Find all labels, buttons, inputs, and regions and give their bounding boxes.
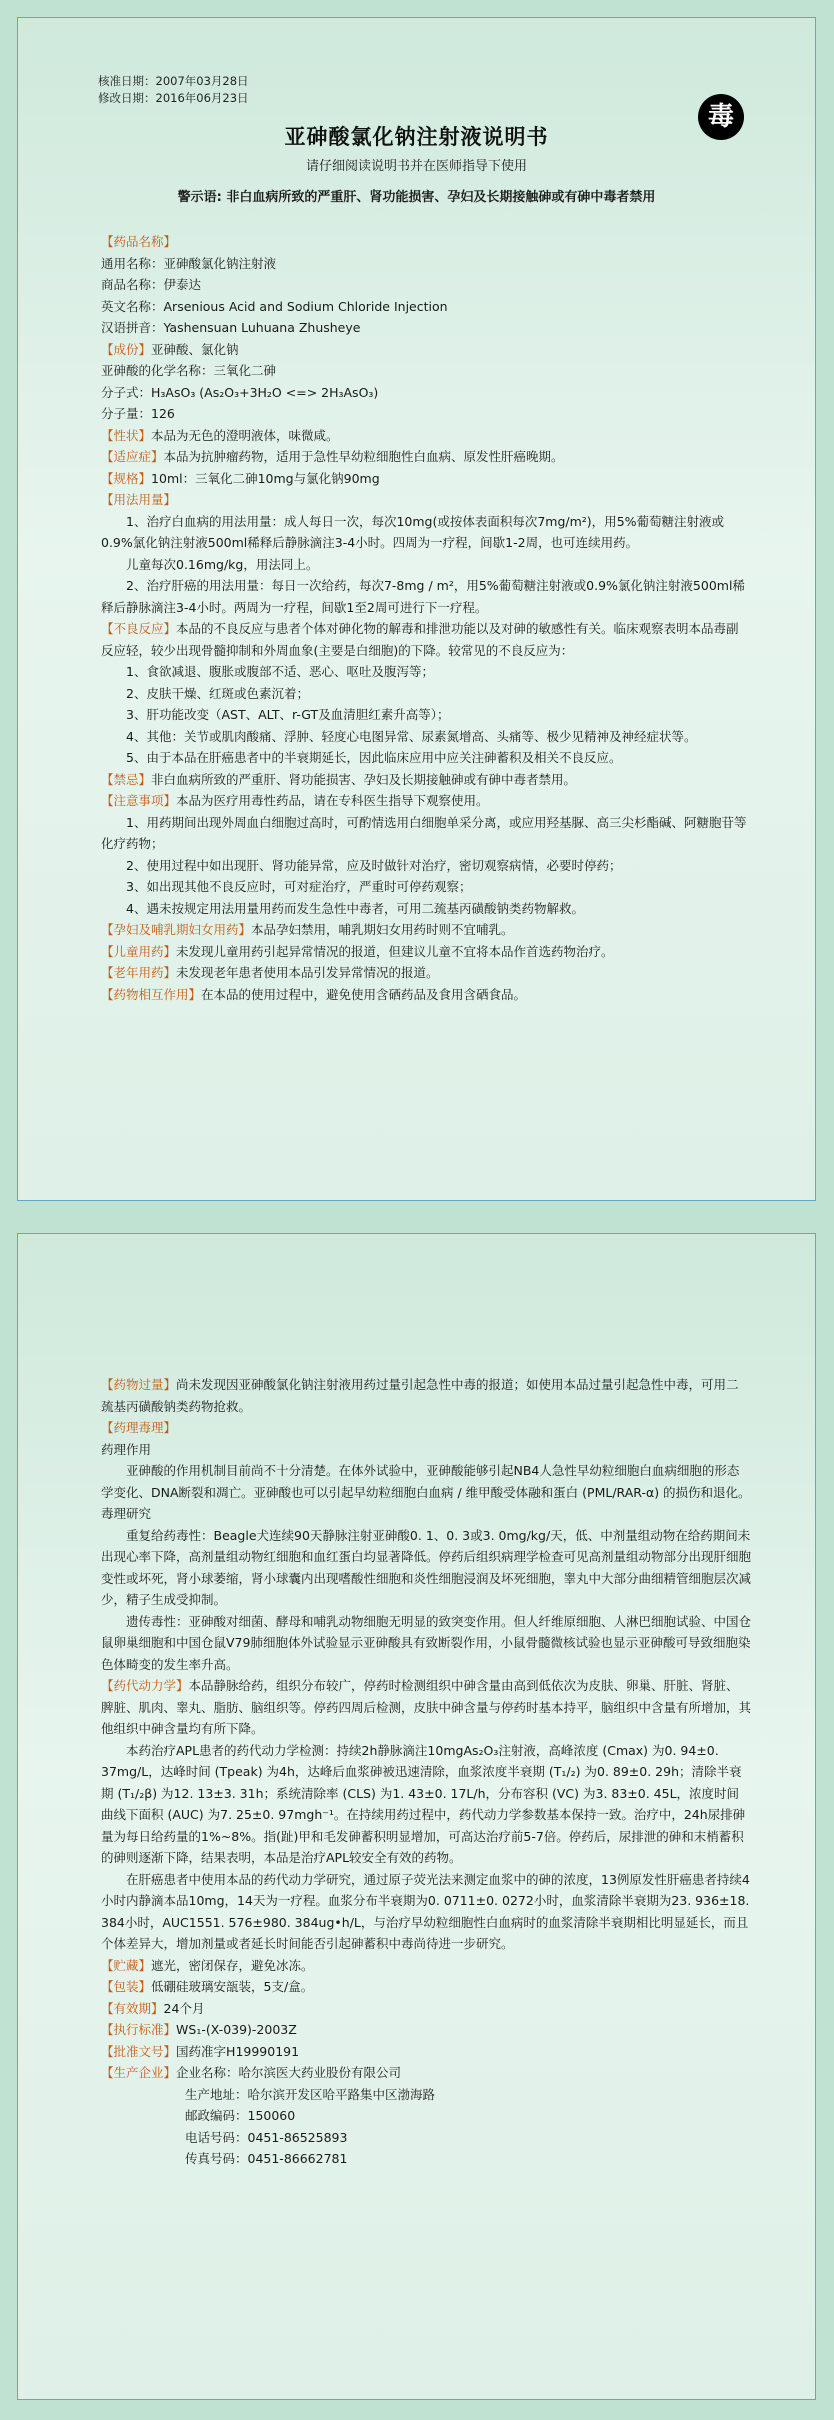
usage-liver-cancer: 2、治疗肝癌的用法用量：每日一次给药，每次7-8mg / m²，用5%葡萄糖注射液或0.9%氯化钠注射液500ml稀释后静脉滴注3-4小时。两周为一疗程，间歇1至2周可进行下一疗程。 — [101, 578, 745, 615]
pharmacology-heading: 药理作用 — [101, 1441, 152, 1457]
adverse-item: 2、皮肤干燥、红斑或色素沉着； — [126, 685, 309, 701]
approve-date: 核准日期：2007年03月28日 — [98, 74, 249, 88]
manufacturer-phone: 电话号码：0451-86525893 — [185, 2129, 348, 2145]
pinyin-name: 汉语拼音：Yashensuan Luhuana Zhusheye — [101, 320, 361, 335]
section-pharmacokinetics: 【药代动力学】本品静脉给药，组织分布较广，停药时检测组织中砷含量由高到低依次为皮肤、卵巢、肝脏、肾脏、脾脏、肌肉、睾丸、脂肪、脑组织等。停药四周后检测，皮肤中砷含量与停药时基本持平，脑组织中含量有所增加，其他组织中砷含量均有所下降。 — [101, 1678, 752, 1736]
section-usage: 【用法用量】 — [101, 492, 177, 507]
toxicology-genetic: 遗传毒性：亚砷酸对细菌、酵母和哺乳动物细胞无明显的致突变作用。但人纤维原细胞、人淋巴细胞试验、中国仓鼠卵巢细胞和中国仓鼠V79肺细胞体外试验显示亚砷酸具有致断裂作用，小鼠骨髓微核试验也显示亚砷酸可导致细胞染色体畸变的发生率升高。 — [101, 1613, 752, 1672]
section-validity: 【有效期】24个月 — [101, 2000, 205, 2016]
section-pregnancy: 【孕妇及哺乳期妇女用药】本品孕妇禁用，哺乳期妇女用药时则不宜哺乳。 — [101, 922, 514, 937]
leaflet-page-2 — [17, 1233, 816, 2400]
toxicology-heading: 毒理研究 — [101, 1506, 152, 1521]
section-indication: 【适应症】本品为抗肿瘤药物，适用于急性早幼粒细胞性白血病、原发性肝癌晚期。 — [101, 449, 564, 464]
manufacturer-fax: 传真号码：0451-86662781 — [185, 2151, 348, 2166]
document-subtitle: 请仔细阅读说明书并在医师指导下使用 — [305, 159, 527, 174]
section-drug-interactions: 【药物相互作用】在本品的使用过程中，避免使用含硒药品及食用含硒食品。 — [101, 986, 527, 1002]
pharmacology-text: 亚砷酸的作用机制目前尚不十分清楚。在体外试验中，亚砷酸能够引起NB4人急性早幼粒细胞白血病细胞的形态学变化、DNA断裂和凋亡。亚砷酸也可以引起早幼粒细胞白血病 / 维甲酸受体融和蛋白 (PML/RAR-α) 的损伤和退化。 — [101, 1463, 751, 1500]
section-pediatric: 【儿童用药】未发现儿童用药引起异常情况的报道，但建议儿童不宜将本品作首选药物治疗。 — [101, 943, 614, 959]
section-precautions: 【注意事项】本品为医疗用毒性药品，请在专科医生指导下观察使用。 — [101, 793, 489, 808]
leaflet-content-2 — [101, 1374, 751, 2170]
poison-icon: 毒 — [698, 94, 744, 140]
molecular-formula: 分子式：H₃AsO₃ (As₂O₃+3H₂O <=> 2H₃AsO₃) — [101, 384, 379, 400]
toxicology-repeat-dose: 重复给药毒性：Beagle犬连续90天静脉注射亚砷酸0. 1、0. 3或3. 0mg/kg/天，低、中剂量组动物在给药期间未出现心率下降，高剂量组动物红细胞和血红蛋白均显著降低。停药后组织病理学检查可见高剂量组动物部分出现肝细胞变性或坏死，肾小球萎缩，肾小球囊内出现嗜酸性细胞和炎性细胞浸润及坏死细胞，睾丸中大部分曲细精管细胞层次减少，精子生成受抑制。 — [101, 1527, 752, 1607]
section-geriatric: 【老年用药】未发现老年患者使用本品引发异常情况的报道。 — [101, 965, 439, 980]
usage-children: 儿童每次0.16mg/kg，用法同上。 — [126, 556, 319, 572]
leaflet-page-1 — [17, 17, 816, 1201]
section-standard: 【执行标准】WS₁-(X-039)-2003Z — [101, 2022, 297, 2037]
english-name: 英文名称：Arsenious Acid and Sodium Chloride Injection — [101, 298, 448, 314]
modify-date: 修改日期：2016年06月23日 — [98, 91, 249, 105]
adverse-item: 4、其他：关节或肌肉酸痛、浮肿、轻度心电图异常、尿素氮增高、头痛等、极少见精神及神经症状等。 — [126, 728, 697, 744]
section-specification: 【规格】10ml：三氧化二砷10mg与氯化钠90mg — [101, 470, 380, 486]
section-adverse-reactions: 【不良反应】本品的不良反应与患者个体对砷化物的解毒和排泄功能以及对砷的敏感性有关。临床观察表明本品毒副反应轻，较少出现骨髓抑制和外周血象(主要是白细胞)的下降。较常见的不良反应为： — [101, 621, 739, 658]
section-storage: 【贮藏】遮光，密闭保存，避免冰冻。 — [101, 1957, 314, 1973]
section-contraindications: 【禁忌】非白血病所致的严重肝、肾功能损害、孕妇及长期接触砷或有砷中毒者禁用。 — [101, 771, 577, 787]
section-pharmacology: 【药理毒理】 — [101, 1420, 177, 1435]
adverse-item: 3、肝功能改变（AST、ALT、r-GT及血清胆红素升高等）； — [126, 707, 450, 722]
usage-leukemia: 1、治疗白血病的用法用量：成人每日一次，每次10mg(或按体表面积每次7mg/m²)，用5%葡萄糖注射液或0.9%氯化钠注射液500ml稀释后静脉滴注3-4小时。四周为一疗程，间歇1-2周，也可连续用药。 — [101, 513, 725, 550]
adverse-item: 1、食欲减退、腹胀或腹部不适、恶心、呕吐及腹泻等； — [126, 664, 434, 679]
chemical-name: 亚砷酸的化学名称：三氧化二砷 — [101, 363, 277, 378]
section-ingredients: 【成份】亚砷酸、氯化钠 — [101, 341, 239, 357]
precaution-item: 4、遇未按规定用法用量用药而发生急性中毒者，可用二巯基丙磺酸钠类药物解救。 — [126, 900, 584, 916]
leaflet-content-1 — [101, 231, 751, 1005]
section-manufacturer: 【生产企业】企业名称：哈尔滨医大药业股份有限公司 — [101, 2065, 402, 2080]
generic-name: 通用名称：亚砷酸氯化钠注射液 — [101, 255, 277, 271]
manufacturer-address: 生产地址：哈尔滨开发区哈平路集中区渤海路 — [185, 2086, 436, 2102]
section-package: 【包装】低硼硅玻璃安瓿装，5支/盒。 — [101, 1979, 314, 1994]
document-title: 亚砷酸氯化钠注射液说明书 — [284, 125, 549, 149]
section-overdose: 【药物过量】尚未发现因亚砷酸氯化钠注射液用药过量引起急性中毒的报道；如使用本品过量引起急性中毒，可用二巯基丙磺酸钠类药物抢救。 — [101, 1377, 739, 1414]
trade-name: 商品名称：伊泰达 — [101, 277, 202, 292]
adverse-item: 5、由于本品在肝癌患者中的半衰期延长，因此临床应用中应关注砷蓄积及相关不良反应。 — [126, 750, 622, 765]
warning-statement: 警示语: 非白血病所致的严重肝、肾功能损害、孕妇及长期接触砷或有砷中毒者禁用 — [177, 190, 656, 205]
molecular-weight: 分子量：126 — [101, 406, 175, 421]
precaution-item: 3、如出现其他不良反应时，可对症治疗，严重时可停药观察； — [126, 879, 472, 894]
manufacturer-zip: 邮政编码：150060 — [185, 2108, 296, 2123]
precaution-item: 1、用药期间出现外周血白细胞过高时，可酌情选用白细胞单采分离，或应用羟基脲、高三尖杉酯碱、阿糖胞苷等化疗药物； — [101, 814, 747, 851]
section-approval-number: 【批准文号】国药准字H19990191 — [101, 2043, 300, 2059]
section-drug-name: 【药品名称】 — [101, 234, 177, 249]
pharmacokinetics-liver-cancer: 在肝癌患者中使用本品的药代动力学研究，通过原子荧光法来测定血浆中的砷的浓度，13例原发性肝癌患者持续4小时内静滴本品10mg，14天为一疗程。血浆分布半衰期为0. 0711±0. 0272小时，血浆清除半衰期为23. 936±18. 384小时，AUC1551. 576±980. 384ug•h/L，与治疗早幼粒细胞性白血病时的血浆清除半衰期相比明显延长，而且个体差异大，增加剂量或者延长时间能否引起砷蓄积中毒尚待进一步研究。 — [101, 1871, 750, 1951]
precaution-item: 2、使用过程中如出现肝、肾功能异常，应及时做针对治疗，密切观察病情，必要时停药； — [126, 857, 622, 873]
pharmacokinetics-apl: 本药治疗APL患者的药代动力学检测：持续2h静脉滴注10mgAs₂O₃注射液，高峰浓度 (Cmax) 为0. 94±0. 37mg/L，达峰时间 (Tpeak) 为4h，达峰后血浆砷被迅速清除，血浆浓度半衰期 (T₁/₂) 为0. 89±0. 29h；清除半衰期 (T₁/₂β) 为12. 13±3. 31h；系统清除率 (CLS) 为1. 43±0. 17L/h，分布容积 (VC) 为3. 83±0. 45L，浓度时间曲线下面积 (AUC) 为7. 25±0. 97mgh⁻¹。在持续用药过程中，药代动力学参数基本保持一致。治疗中，24h尿排砷量为每日给药量的1%~8%。指(趾)甲和毛发砷蓄积明显增加，可高达治疗前5-7倍。停药后，尿排泄的砷和末梢蓄积的砷则逐渐下降，结果表明，本品是治疗APL较安全有效的药物。 — [101, 1742, 746, 1865]
section-character: 【性状】本品为无色的澄明液体，味微咸。 — [101, 427, 339, 443]
